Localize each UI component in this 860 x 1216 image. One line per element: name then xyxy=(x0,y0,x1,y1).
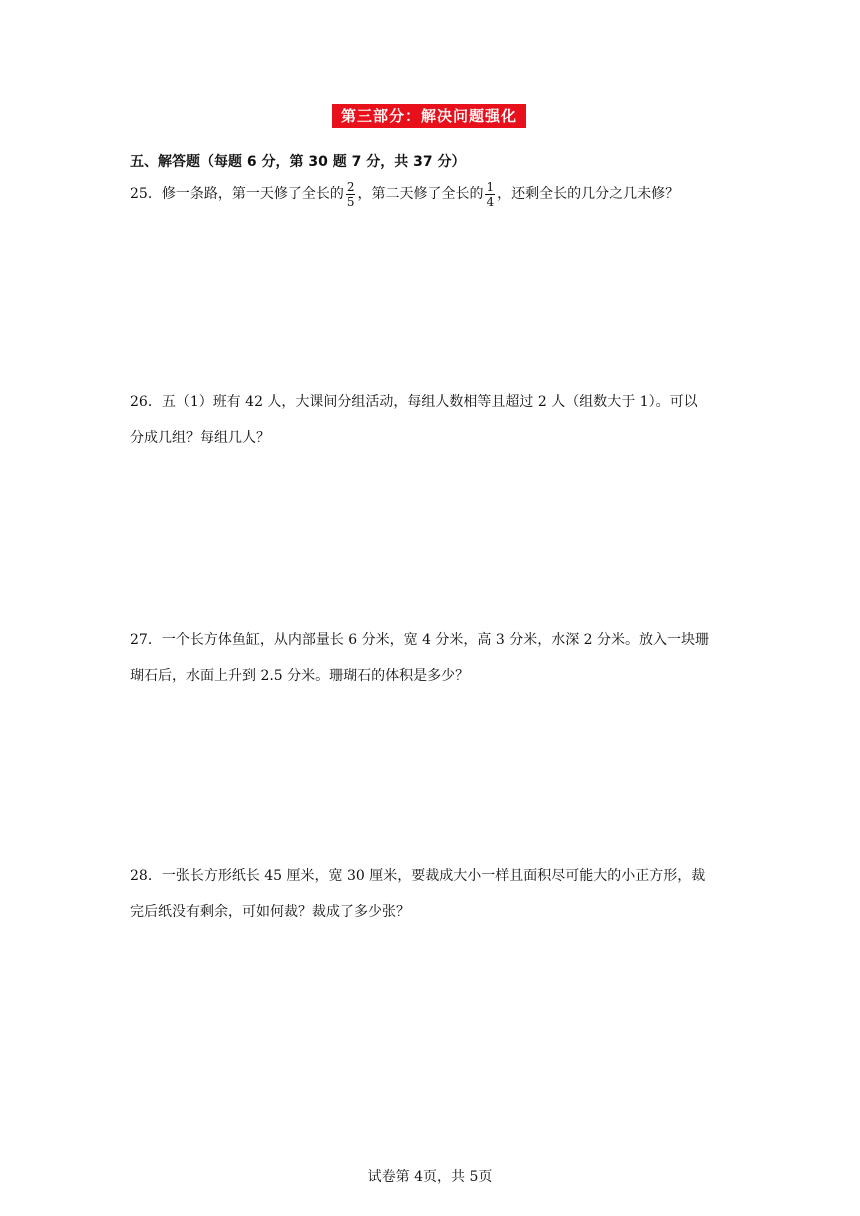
question-28-line-1: 28．一张长方形纸长 45 厘米，宽 30 厘米，要裁成大小一样且面积尽可能大的小正方形，裁 xyxy=(130,868,706,884)
question-26 xyxy=(130,384,740,456)
q25-text-1: 25．修一条路，第一天修了全长的 xyxy=(130,186,344,202)
fraction-denominator: 5 xyxy=(346,194,355,209)
q25-text-3: ，还剩全长的几分之几未修？ xyxy=(497,186,680,202)
fraction-numerator: 1 xyxy=(486,179,495,194)
fraction-numerator: 2 xyxy=(346,179,355,194)
question-26-line-2: 分成几组？每组几人？ xyxy=(130,430,270,446)
question-28-line-2: 完后纸没有剩余，可如何裁？裁成了多少张？ xyxy=(130,904,410,920)
part-three-banner: 第三部分：解决问题强化 xyxy=(332,104,526,128)
question-25-line xyxy=(130,176,740,212)
question-27-line-2: 瑚石后，水面上升到 2.5 分米。珊瑚石的体积是多少？ xyxy=(130,668,470,684)
page-footer: 试卷第 4页，共 5页 xyxy=(367,1169,493,1185)
section-heading: 五、解答题（每题 6 分，第 30 题 7 分，共 37 分） xyxy=(130,154,466,170)
question-28 xyxy=(130,858,740,930)
question-27 xyxy=(130,622,740,694)
question-25 xyxy=(130,176,740,212)
question-26-line-1: 26．五（1）班有 42 人，大课间分组活动，每组人数相等且超过 2 人（组数大于 1）。可以 xyxy=(130,394,698,410)
fraction-two-fifths xyxy=(346,180,356,209)
fraction-one-quarter xyxy=(485,180,495,209)
question-27-line-1: 27．一个长方体鱼缸，从内部量长 6 分米，宽 4 分米，高 3 分米，水深 2 分米。放入一块珊 xyxy=(130,632,710,648)
q25-text-2: ，第二天修了全长的 xyxy=(357,186,484,202)
fraction-denominator: 4 xyxy=(486,194,495,209)
